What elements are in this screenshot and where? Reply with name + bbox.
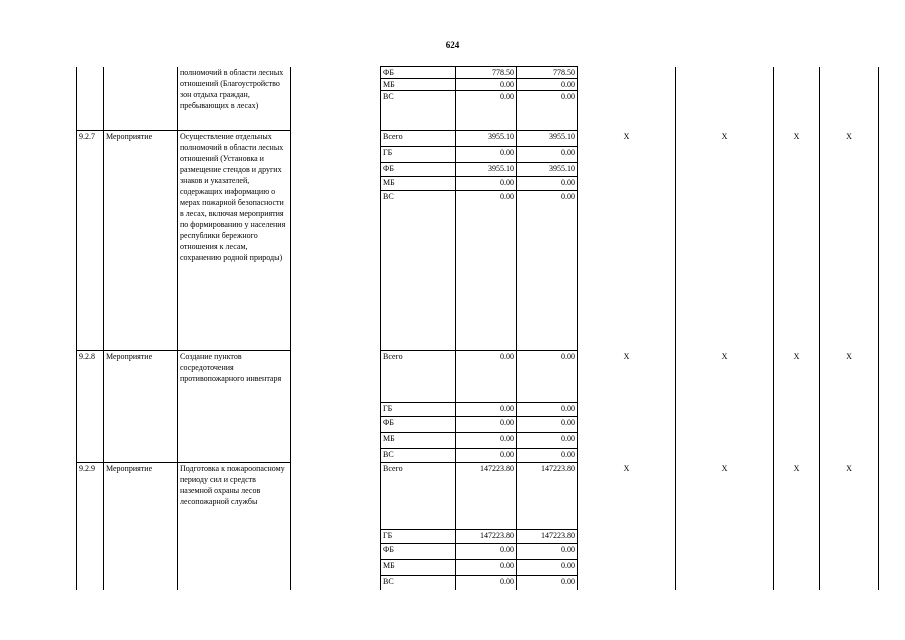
fund-amount: 778.50: [517, 67, 578, 79]
mark-cell: X: [676, 463, 774, 590]
fund-amount: 0.00: [517, 91, 578, 131]
fund-total: 0.00: [456, 417, 517, 433]
table-row: [77, 131, 879, 147]
fund-source: ФБ: [381, 544, 456, 560]
table-row: [77, 463, 879, 530]
fund-amount: 0.00: [517, 576, 578, 590]
budget-table: [76, 66, 879, 590]
fund-source: МБ: [381, 177, 456, 191]
row-type: Мероприятие: [104, 463, 178, 590]
fund-source: Всего: [381, 131, 456, 147]
fund-amount: 0.00: [517, 544, 578, 560]
fund-amount: 0.00: [517, 351, 578, 403]
fund-total: 0.00: [456, 403, 517, 417]
mark-cell: X: [623, 351, 630, 361]
fund-source: ВС: [381, 191, 456, 351]
fund-total: 0.00: [456, 91, 517, 131]
mark-cell: X: [676, 131, 774, 351]
fund-total: 0.00: [456, 177, 517, 191]
mark-cell: X: [623, 463, 630, 473]
mark-cell: X: [774, 131, 820, 351]
fund-source: ГБ: [381, 147, 456, 163]
fund-total: 778.50: [456, 67, 517, 79]
fund-total: 3955.10: [456, 131, 517, 147]
row-code: 9.2.9: [77, 463, 104, 590]
row-gap: [291, 67, 381, 131]
row-gap: [291, 351, 381, 463]
fund-amount: 0.00: [517, 403, 578, 417]
row-gap: [291, 463, 381, 590]
fund-total: 0.00: [456, 576, 517, 590]
row-code: [77, 67, 104, 131]
mark-cell: X: [820, 351, 879, 463]
mark-cell: [676, 67, 774, 131]
fund-total: 147223.80: [456, 463, 517, 530]
fund-amount: 0.00: [517, 433, 578, 449]
mark-cell: X: [676, 351, 774, 463]
row-code: 9.2.8: [77, 351, 104, 463]
fund-source: Всего: [381, 351, 456, 403]
fund-amount: 0.00: [517, 560, 578, 576]
fund-total: 0.00: [456, 449, 517, 463]
fund-source: Всего: [381, 463, 456, 530]
fund-source: ФБ: [381, 67, 456, 79]
fund-amount: 147223.80: [517, 463, 578, 530]
fund-amount: 0.00: [517, 449, 578, 463]
row-gap: [291, 131, 381, 351]
mark-cell: X: [774, 463, 820, 590]
row-description: Подготовка к пожароопасному периоду сил и средств наземной охраны лесов лесопожарной службы: [178, 463, 291, 590]
mark-cell: X: [774, 351, 820, 463]
fund-total: 0.00: [456, 147, 517, 163]
table-row: [77, 67, 879, 79]
fund-amount: 0.00: [517, 191, 578, 351]
fund-total: 0.00: [456, 191, 517, 351]
fund-amount: 0.00: [517, 147, 578, 163]
fund-source: МБ: [381, 560, 456, 576]
fund-amount: 147223.80: [517, 530, 578, 544]
fund-source: ВС: [381, 576, 456, 590]
fund-source: МБ: [381, 433, 456, 449]
mark-cell: [774, 67, 820, 131]
row-type: Мероприятие: [104, 131, 178, 351]
row-code: 9.2.7: [77, 131, 104, 351]
mark-cell: [578, 67, 676, 131]
row-type: [104, 67, 178, 131]
fund-total: 147223.80: [456, 530, 517, 544]
fund-amount: 3955.10: [517, 131, 578, 147]
mark-cell: X: [623, 131, 630, 141]
fund-source: ФБ: [381, 163, 456, 177]
fund-source: МБ: [381, 79, 456, 91]
fund-total: 0.00: [456, 351, 517, 403]
fund-amount: 0.00: [517, 177, 578, 191]
fund-total: 0.00: [456, 433, 517, 449]
fund-source: ФБ: [381, 417, 456, 433]
fund-total: 0.00: [456, 560, 517, 576]
fund-source: ГБ: [381, 530, 456, 544]
row-description: Осуществление отдельных полномочий в области лесных отношений (Установка и размещение стендов и других знаков и указателей, содержащих информацию о мерах пожарной безопасности в лесах, включая мероприятия по формированию у населения республики бережного отношения к лесам, сохранению родной природы): [178, 131, 291, 351]
table-row: [77, 351, 879, 403]
fund-amount: 3955.10: [517, 163, 578, 177]
fund-amount: 0.00: [517, 79, 578, 91]
fund-source: ГБ: [381, 403, 456, 417]
fund-total: 0.00: [456, 544, 517, 560]
mark-cell: X: [820, 463, 879, 590]
fund-source: ВС: [381, 449, 456, 463]
fund-total: 0.00: [456, 79, 517, 91]
row-description: Создание пунктов сосредоточения противопожарного инвентаря: [178, 351, 291, 463]
row-type: Мероприятие: [104, 351, 178, 463]
mark-cell: X: [820, 131, 879, 351]
fund-total: 3955.10: [456, 163, 517, 177]
mark-cell: [820, 67, 879, 131]
row-description: полномочий в области лесных отношений (Благоустройство зон отдыха граждан, пребывающих в лесах): [178, 67, 291, 131]
fund-amount: 0.00: [517, 417, 578, 433]
page-number: 624: [445, 40, 460, 50]
fund-source: ВС: [381, 91, 456, 131]
